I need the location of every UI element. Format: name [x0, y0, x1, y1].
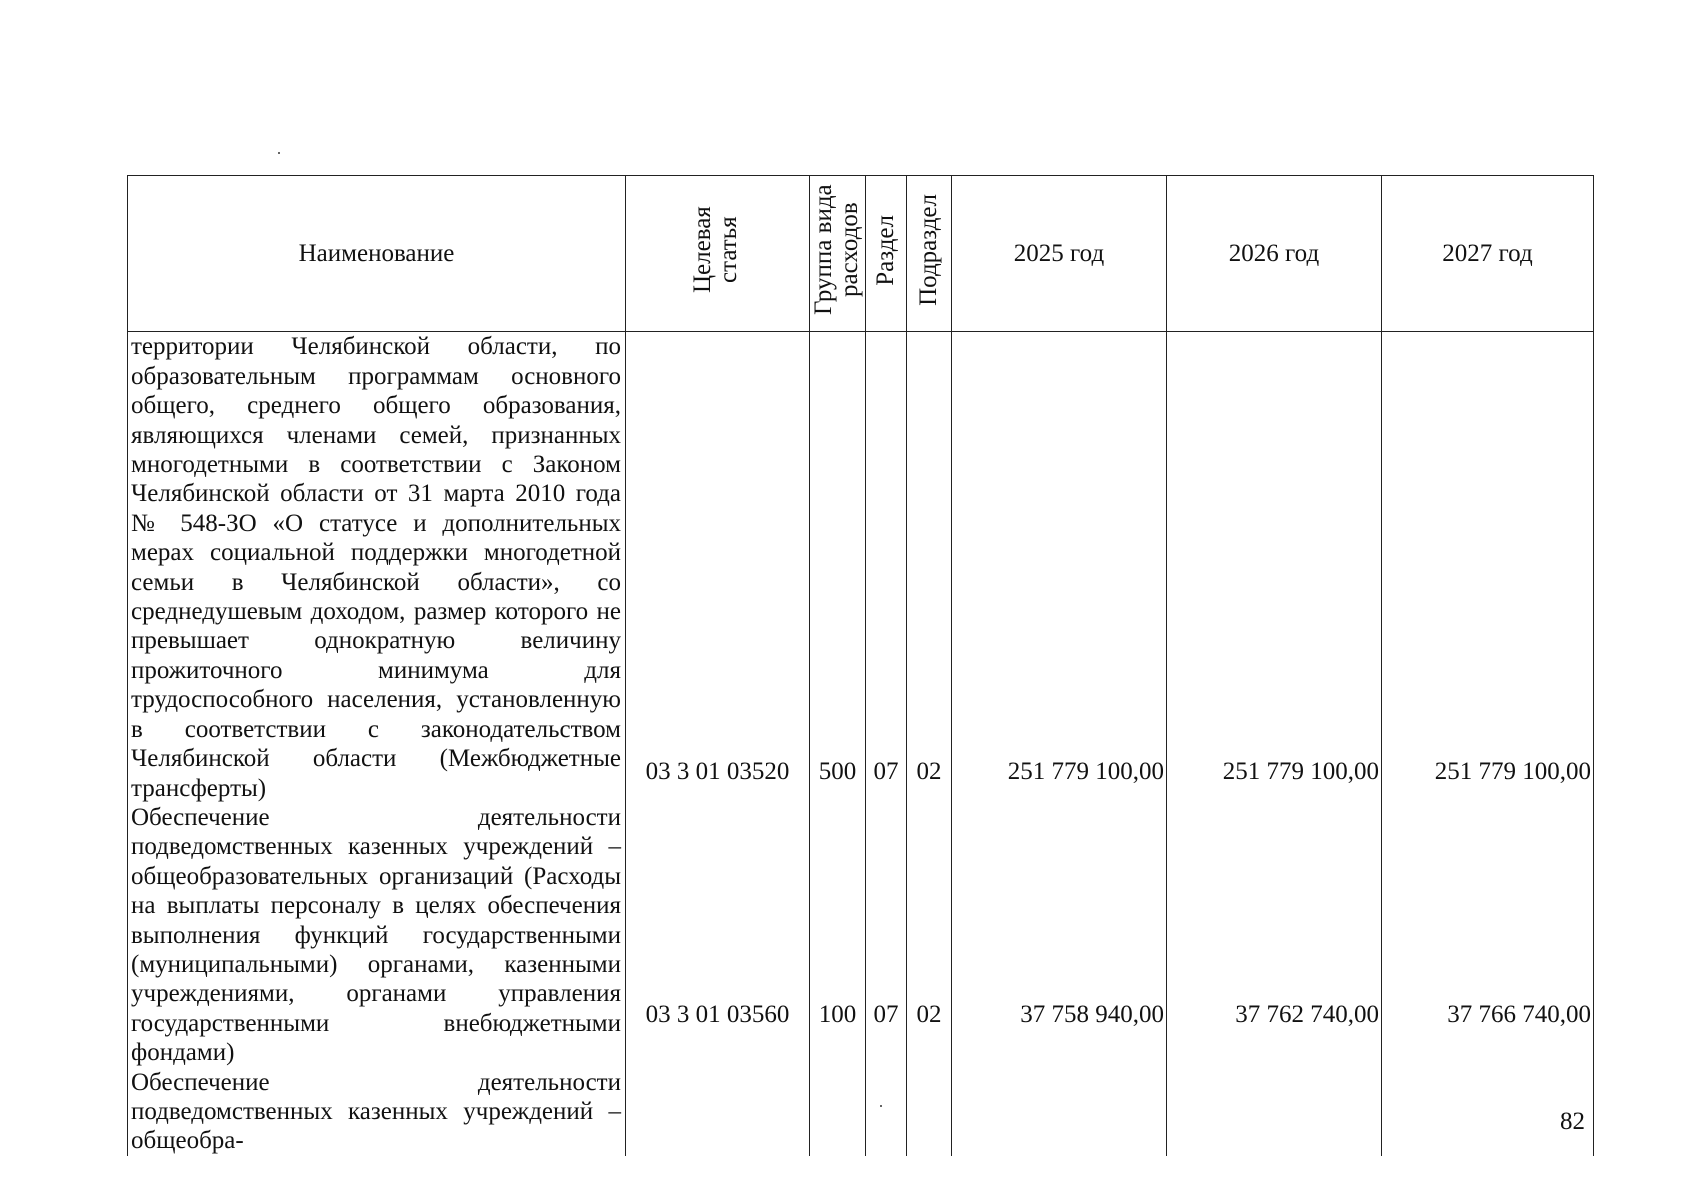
target-article-column: [626, 332, 810, 1156]
y2027-column: [1382, 332, 1594, 1156]
section-column: [866, 332, 907, 1156]
y2026-column: [1167, 332, 1382, 1156]
scan-speck: [880, 1105, 882, 1107]
table-header-row: [128, 176, 1594, 332]
row-section: 07: [873, 758, 899, 786]
row-section: 07: [873, 1000, 899, 1028]
row-amount-2026: 37 762 740,00: [1235, 1000, 1379, 1028]
header-name: Наименование: [128, 176, 626, 332]
row-name: территории Челябинской области, по образовательным программам основного общего, среднего общего образования, являющихся членами семей, признанных многодетными в соответствии с Законом Челябинской области от 31 марта 2010 года № 548-ЗО «О статусе и дополнительных мерах социальной поддержки многодетной семьи в Челябинской области», со среднедушевым доходом, размер которого не превышает однократную величину прожиточного минимума для трудоспособного населения, установленную в соответствии с законодательством Челябинской области (Межбюджетные трансферты): [131, 333, 621, 802]
header-section: Раздел: [866, 176, 907, 332]
budget-table: [127, 175, 1594, 1156]
row-amount-2027: 37 766 740,00: [1447, 1000, 1591, 1028]
scan-speck: [278, 152, 280, 154]
y2025-column: [952, 332, 1167, 1156]
page-number: 82: [1560, 1108, 1585, 1135]
row-subsection: 02: [916, 758, 942, 786]
expense-group-column: [810, 332, 866, 1156]
row-expense-group: 500: [818, 758, 857, 786]
table-body-row: [128, 332, 1594, 1156]
header-2027: 2027 год: [1382, 176, 1594, 332]
subsection-column: [907, 332, 952, 1156]
header-subsection: Подраздел: [907, 176, 952, 332]
row-name: Обеспечение деятельности подведомственных казенных учреждений – общеобра-: [131, 1068, 621, 1155]
row-amount-2027: 251 779 100,00: [1434, 758, 1591, 786]
header-2026: 2026 год: [1167, 176, 1382, 332]
header-target-article: Целевая статья: [626, 176, 810, 332]
row-amount-2025: 37 758 940,00: [1020, 1000, 1164, 1028]
row-name: Обеспечение деятельности подведомственных казенных учреждений – общеобразовательных организаций (Расходы на выплаты персоналу в целях обеспечения выполнения функций государственными (муниципальными) органами, казенными учреждениями, органами управления государственными внебюджетными фондами): [131, 803, 621, 1067]
row-amount-2025: 251 779 100,00: [1007, 758, 1164, 786]
row-target-article: 03 3 01 03560: [645, 1000, 790, 1028]
row-subsection: 02: [916, 1000, 942, 1028]
header-expense-group: Группа вида расходов: [810, 176, 866, 332]
row-amount-2026: 251 779 100,00: [1222, 758, 1379, 786]
row-target-article: 03 3 01 03520: [645, 758, 790, 786]
header-2025: 2025 год: [952, 176, 1167, 332]
name-column: [128, 332, 626, 1156]
row-expense-group: 100: [818, 1000, 857, 1028]
